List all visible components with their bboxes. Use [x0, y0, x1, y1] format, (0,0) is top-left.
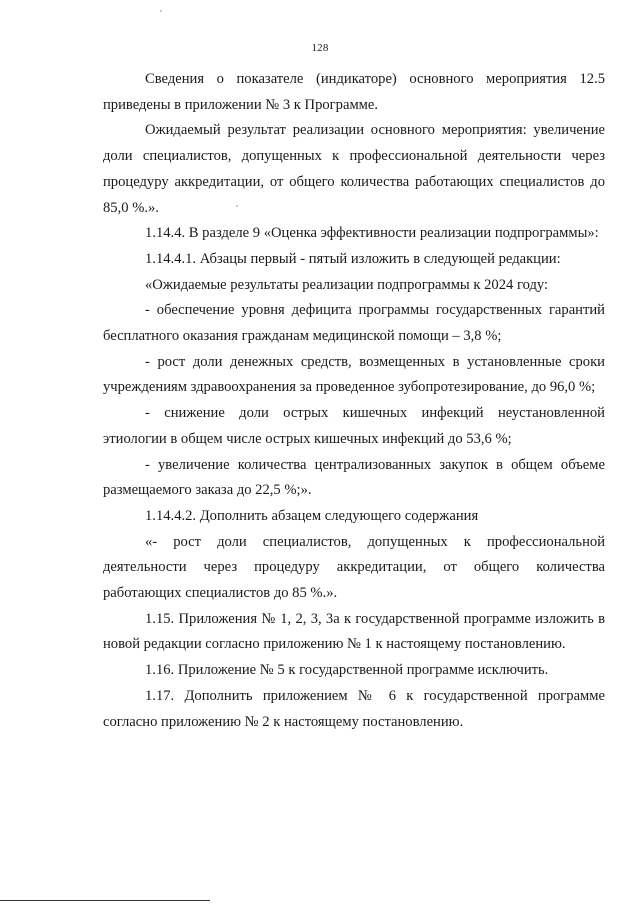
list-item-dental-funds: - рост доли денежных средств, возмещенных в установленные сроки учреждениям здравоохранения за проведенное зубопротезирование, до 96,0 %;: [103, 353, 605, 396]
document-body: [103, 67, 605, 735]
list-item-intestinal-infections: - снижение доли острых кишечных инфекций неустановленной этиологии в общем числе острых кишечных инфекций до 53,6 %;: [103, 405, 605, 447]
paragraph-new-abzac: «- рост доли специалистов, допущенных к профессиональной деятельности через процедуру аккредитации, от общего количества работающих специалистов до 85 %.».: [103, 533, 605, 602]
paragraph-1-14-4-1: 1.14.4.1. Абзацы первый - пятый изложить в следующей редакции:: [145, 250, 561, 267]
footer-rule: [0, 900, 210, 901]
paragraph-expected-result: Ожидаемый результат реализации основного мероприятия: увеличение доли специалистов, допущенных к профессиональной деятельности через процедуру аккредитации, от общего количества работающих специалистов до 85,0 %.».: [103, 122, 605, 216]
list-item-deficit: - обеспечение уровня дефицита программы государственных гарантий бесплатного оказания гражданам медицинской помощи – 3,8 %;: [103, 302, 605, 345]
paragraph-indicator-info: Сведения о показателе (индикаторе) основного мероприятия 12.5 приведены в приложении № 3 к Программе.: [103, 71, 605, 113]
paragraph-1-14-4-2: 1.14.4.2. Дополнить абзацем следующего содержания: [145, 507, 479, 524]
paragraph-expected-results-2024: «Ожидаемые результаты реализации подпрограммы к 2024 году:: [145, 276, 549, 293]
scan-speck: [160, 10, 162, 12]
paragraph-1-16: 1.16. Приложение № 5 к государственной программе исключить.: [145, 662, 549, 679]
paragraph-section-9: 1.14.4. В разделе 9 «Оценка эффективности реализации подпрограммы»:: [145, 225, 599, 242]
paragraph-1-15: 1.15. Приложения № 1, 2, 3, 3а к государственной программе изложить в новой редакции согласно приложению № 1 к настоящему постановлению.: [103, 610, 605, 653]
paragraph-1-17: 1.17. Дополнить приложением № 6 к государственной программе согласно приложению № 2 к настоящему постановлению.: [103, 687, 605, 730]
list-item-centralized-purchases: - увеличение количества централизованных закупок в общем объеме размещаемого заказа до 22,5 %;».: [103, 456, 605, 499]
page-number: 128: [311, 42, 329, 54]
